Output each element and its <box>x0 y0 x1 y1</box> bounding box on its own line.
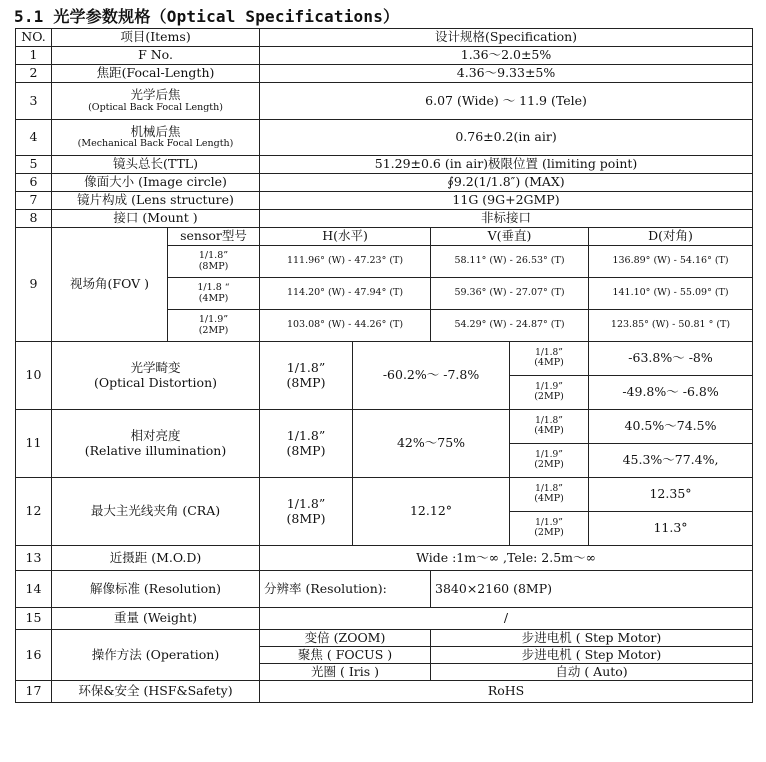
fov-h-header: H(水平) <box>260 228 431 246</box>
illumination-row <box>16 410 753 444</box>
sub-value: -49.8%～ -6.8% <box>589 376 753 410</box>
row-item: 镜头总长(TTL) <box>52 156 260 174</box>
table-row <box>16 546 753 571</box>
row-spec: 非标接口 <box>260 210 753 228</box>
row-item-en: (Optical Back Focal Length) <box>88 101 223 113</box>
fov-h: 114.20° (W) - 47.94° (T) <box>260 278 431 310</box>
sensor-resolution: (2MP) <box>534 527 564 539</box>
sensor-resolution: (8MP) <box>286 374 326 390</box>
sensor-resolution: (8MP) <box>198 260 229 272</box>
row-item: 重量 (Weight) <box>52 608 260 630</box>
sub-value: 40.5%～74.5% <box>589 410 753 444</box>
row-spec: ∮9.2(1/1.8″) (MAX) <box>260 174 753 192</box>
sub-value: 45.3%～77.4%, <box>589 444 753 478</box>
table-row <box>16 210 753 228</box>
row-no: 1 <box>16 47 52 65</box>
sub-value: -63.8%～ -8% <box>589 342 753 376</box>
row-item: 镜片构成 (Lens structure) <box>52 192 260 210</box>
row-spec: Wide :1m～∞ ,Tele: 2.5m～∞ <box>260 546 753 571</box>
row-no: 13 <box>16 546 52 571</box>
row-no: 9 <box>16 228 52 342</box>
table-row <box>16 608 753 630</box>
sensor-size: 1/1.8” <box>286 496 326 512</box>
sensor-resolution: (2MP) <box>198 324 229 336</box>
table-row <box>16 571 753 608</box>
row-spec: 51.29±0.6 (in air)极限位置 (limiting point) <box>260 156 753 174</box>
sub-value: 12.35° <box>589 478 753 512</box>
fov-sensor <box>168 246 260 278</box>
sub-sensor <box>510 512 589 546</box>
sensor-size: 1/1.8” <box>535 483 563 494</box>
fov-v: 59.36° (W) - 27.07° (T) <box>431 278 589 310</box>
cra-row <box>16 478 753 512</box>
row-spec: 0.76±0.2(in air) <box>260 120 753 156</box>
fov-sensor <box>168 310 260 342</box>
sensor-main <box>260 410 353 478</box>
row-no: 11 <box>16 410 52 478</box>
row-no: 17 <box>16 681 52 703</box>
table-row <box>16 174 753 192</box>
row-no: 2 <box>16 65 52 83</box>
row-item: 近摄距 (M.O.D) <box>52 546 260 571</box>
row-no: 7 <box>16 192 52 210</box>
row-item-cn: 光学畸变 <box>130 360 181 376</box>
fov-h: 111.96° (W) - 47.23° (T) <box>260 246 431 278</box>
sensor-main <box>260 342 353 410</box>
row-item: 环保&安全 (HSF&Safety) <box>52 681 260 703</box>
operation-method: 自动 ( Auto) <box>431 664 753 681</box>
sensor-size: 1/1.9” <box>535 381 563 392</box>
row-item-cn: 光学后焦 <box>130 87 181 103</box>
row-item-cn: 机械后焦 <box>130 123 181 139</box>
row-spec: 4.36～9.33±5% <box>260 65 753 83</box>
row-no: 3 <box>16 83 52 120</box>
table-row <box>16 156 753 174</box>
sensor-size: 1/1.9” <box>198 313 229 325</box>
row-item: 像面大小 (Image circle) <box>52 174 260 192</box>
sensor-resolution: (4MP) <box>534 493 564 505</box>
row-no: 15 <box>16 608 52 630</box>
sensor-size: 1/1.8 “ <box>197 281 230 293</box>
fov-v-header: V(垂直) <box>431 228 589 246</box>
page-title: 5.1 光学参数规格（Optical Specifications） <box>14 7 400 26</box>
resolution-label: 分辨率 (Resolution): <box>260 571 431 608</box>
distortion-row <box>16 342 753 376</box>
fov-v: 58.11° (W) - 26.53° (T) <box>431 246 589 278</box>
row-item: 视场角(FOV ) <box>52 228 168 342</box>
row-item: 接口 (Mount ) <box>52 210 260 228</box>
sensor-resolution: (2MP) <box>534 459 564 471</box>
main-value: -60.2%～ -7.8% <box>353 342 510 410</box>
row-item <box>52 120 260 156</box>
sub-sensor <box>510 478 589 512</box>
table-row <box>16 681 753 703</box>
sensor-size: 1/1.9” <box>535 449 563 460</box>
main-value: 42%～75% <box>353 410 510 478</box>
operation-method: 步进电机 ( Step Motor) <box>431 647 753 664</box>
table-row <box>16 192 753 210</box>
row-no: 6 <box>16 174 52 192</box>
row-no: 10 <box>16 342 52 410</box>
optical-spec-table <box>15 28 753 703</box>
row-no: 16 <box>16 630 52 681</box>
row-item: 最大主光线夹角 (CRA) <box>52 478 260 546</box>
row-item: 焦距(Focal-Length) <box>52 65 260 83</box>
resolution-value: 3840×2160 (8MP) <box>431 571 753 608</box>
main-value: 12.12° <box>353 478 510 546</box>
sub-value: 11.3° <box>589 512 753 546</box>
fov-header-row <box>16 228 753 246</box>
row-no: 5 <box>16 156 52 174</box>
sensor-size: 1/1.8” <box>535 415 563 426</box>
sensor-main <box>260 478 353 546</box>
sensor-size: 1/1.9” <box>535 517 563 528</box>
header-items: 项目(Items) <box>52 29 260 47</box>
sub-sensor <box>510 342 589 376</box>
table-row <box>16 65 753 83</box>
header-no: NO. <box>16 29 52 47</box>
sensor-resolution: (2MP) <box>534 391 564 403</box>
table-row <box>16 47 753 65</box>
table-row <box>16 83 753 120</box>
row-spec: 6.07 (Wide) ～ 11.9 (Tele) <box>260 83 753 120</box>
sensor-size: 1/1.8” <box>286 360 326 376</box>
sensor-resolution: (4MP) <box>198 292 229 304</box>
fov-h: 103.08° (W) - 44.26° (T) <box>260 310 431 342</box>
fov-v: 54.29° (W) - 24.87° (T) <box>431 310 589 342</box>
fov-sensor <box>168 278 260 310</box>
row-item: 解像标准 (Resolution) <box>52 571 260 608</box>
sensor-resolution: (4MP) <box>534 425 564 437</box>
row-spec: 1.36～2.0±5% <box>260 47 753 65</box>
header-spec: 设计规格(Specification) <box>260 29 753 47</box>
row-no: 4 <box>16 120 52 156</box>
row-item-en: (Optical Distortion) <box>94 374 218 390</box>
row-item-cn: 相对亮度 <box>130 428 181 444</box>
fov-d: 136.89° (W) - 54.16° (T) <box>589 246 753 278</box>
row-item-en: (Mechanical Back Focal Length) <box>77 138 234 150</box>
sensor-size: 1/1.8” <box>286 428 326 444</box>
operation-type: 光圈 ( Iris ) <box>260 664 431 681</box>
operation-method: 步进电机 ( Step Motor) <box>431 630 753 647</box>
row-no: 8 <box>16 210 52 228</box>
fov-d: 141.10° (W) - 55.09° (T) <box>589 278 753 310</box>
sensor-size: 1/1.8” <box>535 347 563 358</box>
table-row <box>16 120 753 156</box>
fov-d: 123.85° (W) - 50.81 ° (T) <box>589 310 753 342</box>
sensor-resolution: (4MP) <box>534 357 564 369</box>
sensor-resolution: (8MP) <box>286 442 326 458</box>
operation-row <box>16 630 753 647</box>
fov-d-header: D(对角) <box>589 228 753 246</box>
sub-sensor <box>510 410 589 444</box>
operation-type: 聚焦 ( FOCUS ) <box>260 647 431 664</box>
fov-sensor-header: sensor型号 <box>168 228 260 246</box>
row-item <box>52 342 260 410</box>
row-item-en: (Relative illumination) <box>84 442 227 458</box>
sensor-size: 1/1.8” <box>198 249 229 261</box>
row-spec: / <box>260 608 753 630</box>
row-item <box>52 410 260 478</box>
table-header-row <box>16 29 753 47</box>
row-spec: 11G (9G+2GMP) <box>260 192 753 210</box>
sub-sensor <box>510 376 589 410</box>
row-item <box>52 83 260 120</box>
row-no: 12 <box>16 478 52 546</box>
row-no: 14 <box>16 571 52 608</box>
row-item: F No. <box>52 47 260 65</box>
row-spec: RoHS <box>260 681 753 703</box>
row-item: 操作方法 (Operation) <box>52 630 260 681</box>
sensor-resolution: (8MP) <box>286 510 326 526</box>
operation-type: 变倍 (ZOOM) <box>260 630 431 647</box>
sub-sensor <box>510 444 589 478</box>
